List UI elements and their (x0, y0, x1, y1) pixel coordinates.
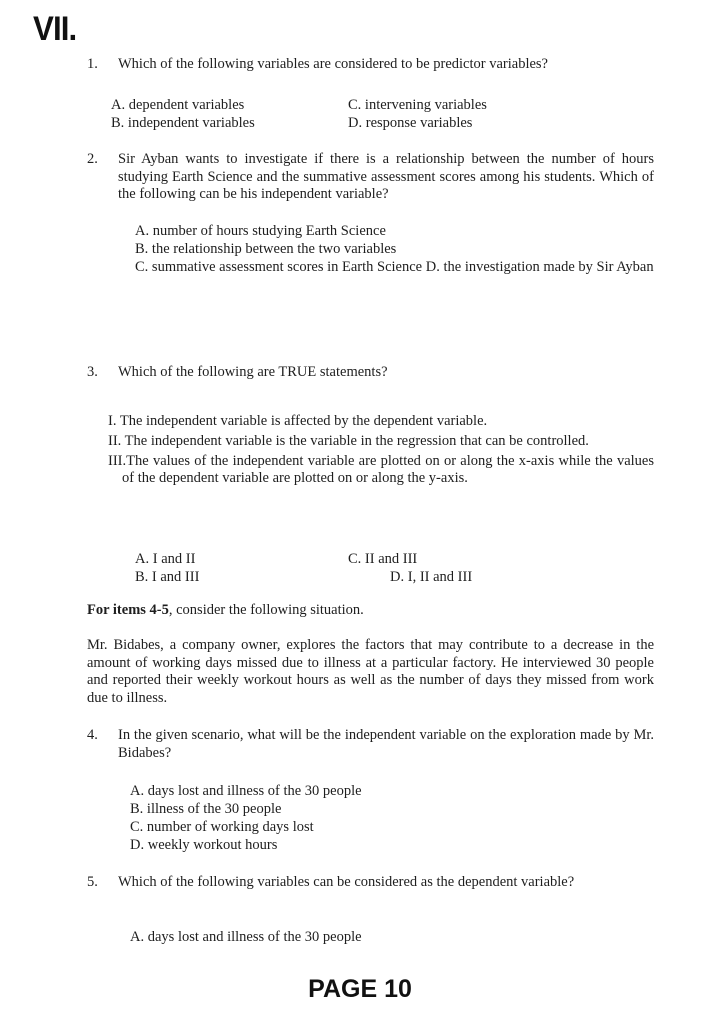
option-c: C. II and III (348, 551, 418, 567)
statement-i: I. The independent variable is affected by the dependent variable. (108, 413, 488, 429)
question-text: Which of the following variables can be considered as the dependent variable? (118, 874, 575, 890)
option-b: B. I and III (135, 569, 200, 585)
statement-list (108, 413, 654, 487)
option-a: A. days lost and illness of the 30 people (130, 929, 362, 945)
question-number: 5. (87, 874, 98, 890)
situation-intro: For items 4-5, consider the following situation. (87, 602, 364, 618)
option-d: D. weekly workout hours (130, 837, 278, 853)
question-number: 4. (87, 727, 98, 743)
page-number: PAGE 10 (308, 975, 412, 1003)
question-number: 1. (87, 56, 98, 72)
option-c: C. number of working days lost (130, 819, 314, 835)
situation-paragraph: Mr. Bidabes, a company owner, explores the factors that may contribute to a decrease in the amount of working days missed due to illness at a particular factory. He interviewed 30 people and reported their weekly workout hours as well as the number of days they missed from work due to illness. (87, 637, 654, 706)
option-c: C. intervening variables (348, 97, 487, 113)
option-c-and-d (135, 258, 654, 276)
option-a: A. I and II (135, 551, 196, 567)
situation-intro-bold: For items 4-5 (87, 602, 169, 618)
statement-iii: III.The values of the independent variable are plotted on or along the x-axis while the values of the dependent variable are plotted on or along the y-axis. (108, 453, 654, 486)
option-d: D. the investigation made by Sir Ayban (425, 259, 654, 275)
option-a: A. dependent variables (111, 97, 245, 113)
question-text: In the given scenario, what will be the independent variable on the exploration made by Mr. Bidabes? (118, 727, 654, 761)
option-b: B. independent variables (111, 115, 255, 131)
option-b: B. illness of the 30 people (130, 801, 282, 817)
option-a: A. number of hours studying Earth Science (135, 223, 386, 239)
option-a: A. days lost and illness of the 30 people (130, 783, 362, 799)
option-c: C. summative assessment scores in Earth Science (135, 259, 423, 275)
option-d: D. response variables (348, 115, 473, 131)
option-d: D. I, II and III (390, 569, 473, 585)
statement-ii: II. The independent variable is the variable in the regression that can be controlled. (108, 433, 589, 449)
option-b: B. the relationship between the two variables (135, 241, 397, 257)
question-text: Sir Ayban wants to investigate if there is a relationship between the number of hours studying Earth Science and the summative assessment scores among his students. Which of the following can be his independent variable? (118, 151, 654, 202)
question-number: 3. (87, 364, 98, 380)
question-text: Which of the following variables are considered to be predictor variables? (118, 56, 548, 72)
question-number: 2. (87, 151, 98, 167)
question-text: Which of the following are TRUE statements? (118, 364, 388, 380)
section-label: VII. (33, 10, 77, 48)
